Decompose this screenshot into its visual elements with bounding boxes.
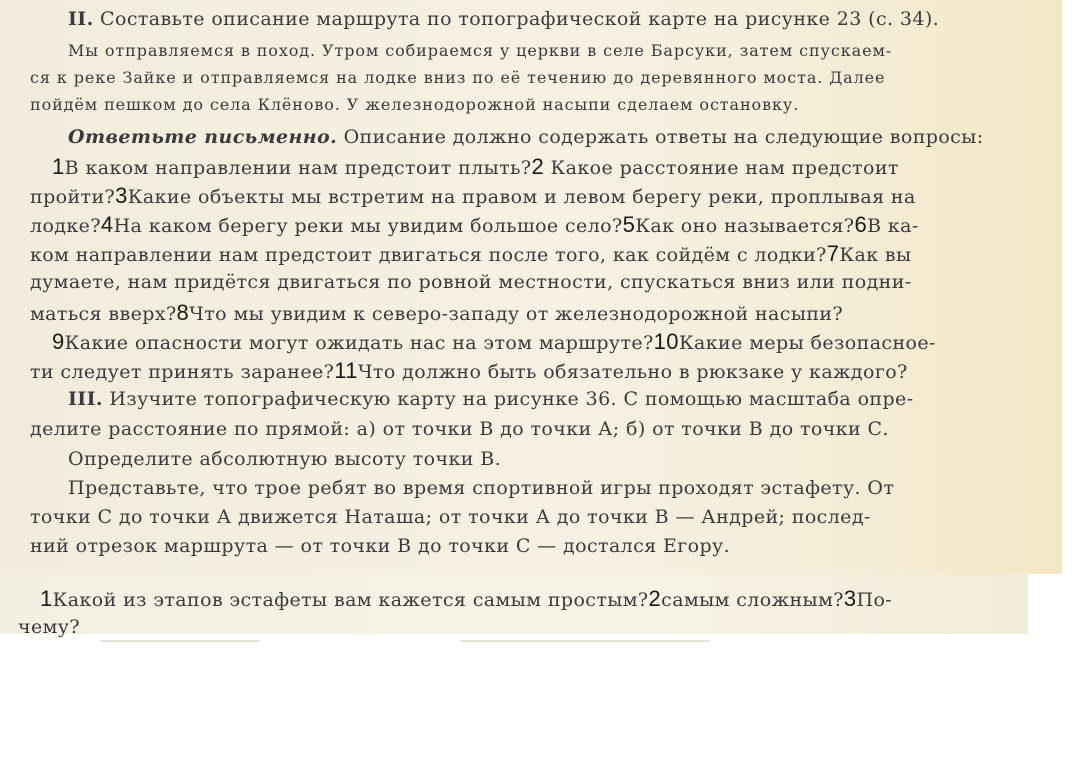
question-text: Что должно быть обязательно в рюкзаке у каждого?	[357, 361, 908, 383]
question-text: Как оно называется?	[635, 215, 855, 237]
question-line	[52, 329, 936, 355]
question-text: По-	[856, 589, 893, 611]
question-text: лодке?	[30, 215, 101, 237]
question-line	[52, 154, 899, 180]
question-text: В каком направлении нам предстоит плыть?	[64, 157, 532, 179]
relay-line: точки С до точки А движется Наташа; от точки А до точки В — Андрей; послед-	[30, 506, 871, 528]
task-iii-heading	[68, 388, 914, 410]
question-marker: 9	[52, 329, 65, 354]
question-line	[30, 212, 919, 238]
task-ii-heading	[68, 8, 939, 30]
answer-rest: Описание должно содержать ответы на следующие вопросы:	[337, 126, 984, 148]
question-marker: 10	[653, 329, 679, 354]
question-marker: 4	[100, 212, 114, 237]
question-marker: 11	[334, 358, 358, 383]
question-marker: 7	[826, 241, 840, 266]
question-line	[30, 358, 908, 384]
relay-line: ний отрезок маршрута — от точки В до точки С — достался Егору.	[30, 535, 731, 557]
task-ii-title: Составьте описание маршрута по топографической карте на рисунке 23 (с. 34).	[100, 8, 940, 30]
question-text: Какой из этапов эстафеты вам кажется самым простым?	[52, 589, 649, 611]
question-line: думаете, нам придётся двигаться по ровной местности, спускаться вниз или подни-	[30, 271, 912, 293]
question-text: Что мы увидим к северо-западу от железнодорожной насыпи?	[189, 303, 844, 325]
question-text: Какие меры безопасное-	[678, 332, 936, 354]
intro-line: пойдём пешком до села Клёново. У железнодорожной насыпи сделаем остановку.	[30, 95, 800, 114]
question-text: самым сложным?	[661, 589, 844, 611]
question-marker: 8	[176, 300, 190, 325]
define-height-line: Определите абсолютную высоту точки В.	[68, 448, 502, 470]
question-marker: 3	[843, 586, 857, 611]
task-iii-text: Изучите топографическую карту на рисунке 36. С помощью масштаба опре-	[109, 388, 914, 410]
question-text: Какие опасности могут ожидать нас на этом маршруте?	[64, 332, 654, 354]
intro-line: Мы отправляемся в поход. Утром собираемся у церкви в селе Барсуки, затем спускаем-	[68, 41, 893, 60]
task-ii-numeral: II.	[68, 8, 94, 30]
question-marker: 3	[115, 183, 128, 208]
task-iii-numeral: III.	[68, 388, 103, 410]
question-marker: 6	[854, 212, 868, 237]
divider	[460, 640, 710, 642]
question-text: Какие объекты мы встретим на правом и левом берегу реки, проплывая на	[127, 186, 916, 208]
relay-question-line	[40, 586, 892, 612]
question-line	[30, 241, 912, 267]
question-marker: 1	[40, 586, 53, 611]
divider	[100, 640, 260, 642]
relay-question-line: чему?	[18, 616, 80, 638]
question-text: Как вы	[839, 244, 912, 266]
question-marker: 1	[52, 154, 65, 179]
task-iii-line: делите расстояние по прямой: а) от точки В до точки А; б) от точки В до точки С.	[30, 418, 889, 440]
question-line	[30, 183, 916, 209]
answer-lead: Ответьте письменно.	[68, 126, 338, 148]
answer-instruction	[68, 126, 984, 148]
question-marker: 2	[531, 154, 545, 179]
question-marker: 5	[622, 212, 636, 237]
question-text: пройти?	[30, 186, 116, 208]
question-text: ком направлении нам предстоит двигаться после того, как сойдём с лодки?	[30, 244, 827, 266]
question-text: Какое расстояние нам предстоит	[550, 157, 899, 179]
question-text: маться вверх?	[30, 303, 177, 325]
question-marker: 2	[648, 586, 662, 611]
question-text: ти следует принять заранее?	[30, 361, 335, 383]
question-text: В ка-	[867, 215, 919, 237]
question-text: На каком берегу реки мы увидим большое село?	[113, 215, 623, 237]
relay-line: Представьте, что трое ребят во время спортивной игры проходят эстафету. От	[68, 477, 895, 499]
intro-line: ся к реке Зайке и отправляемся на лодке вниз по её течению до деревянного моста. Далее	[30, 68, 886, 87]
question-line	[30, 300, 843, 326]
